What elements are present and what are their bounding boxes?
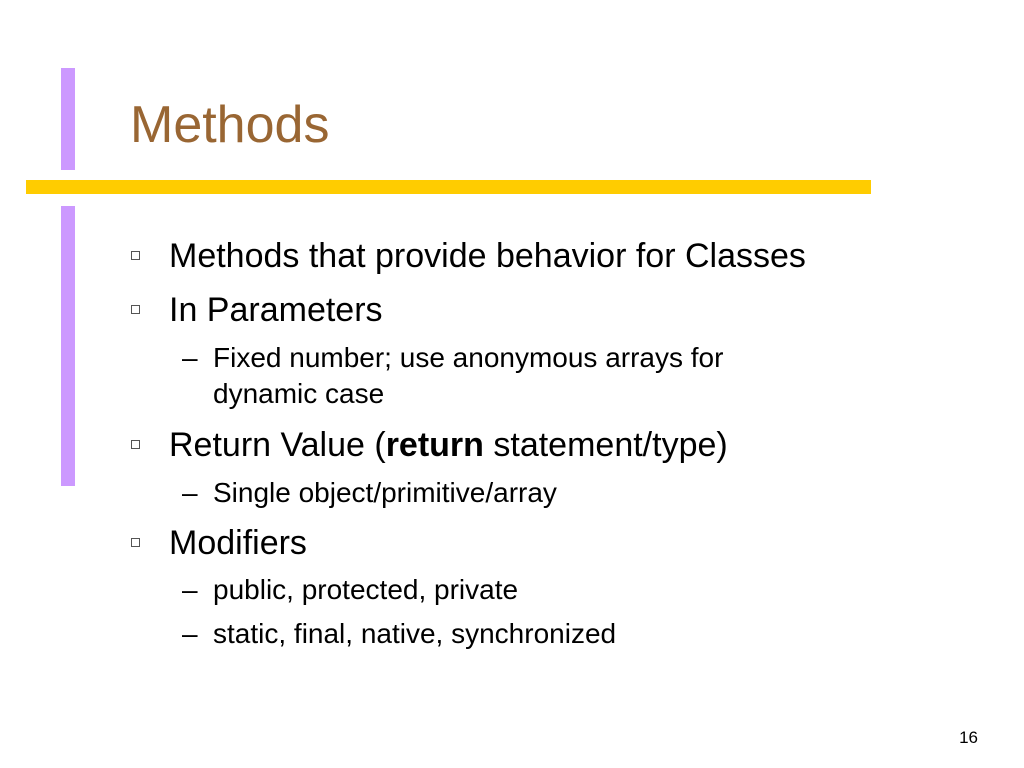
dash-bullet-icon: – [182, 342, 198, 373]
sub-bullet-text: Fixed number; use anonymous arrays for [213, 342, 724, 373]
bullet-text-suffix: statement/type) [483, 426, 728, 464]
slide-title: Methods [130, 96, 330, 154]
dash-bullet-icon: – [182, 618, 198, 649]
page-number: 16 [959, 728, 978, 747]
sub-bullet-text: public, protected, private [213, 574, 519, 605]
square-bullet-icon [131, 251, 140, 260]
bullet-text: Methods that provide behavior for Classes [169, 237, 806, 275]
bullet-text: In Parameters [169, 291, 383, 329]
square-bullet-icon [131, 440, 140, 449]
square-bullet-icon [131, 538, 140, 547]
sub-bullet-text: Single object/primitive/array [213, 477, 557, 508]
bullet-text [169, 425, 728, 465]
bullet-text-keyword: return [385, 426, 484, 464]
dash-bullet-icon: – [182, 574, 198, 605]
sub-bullet-text: dynamic case [213, 378, 385, 409]
square-bullet-icon [131, 305, 140, 314]
sub-bullet-text: static, final, native, synchronized [213, 618, 617, 649]
bullet-text-prefix: Return Value ( [169, 426, 386, 464]
bullet-text: Modifiers [169, 524, 307, 562]
dash-bullet-icon: – [182, 477, 198, 508]
